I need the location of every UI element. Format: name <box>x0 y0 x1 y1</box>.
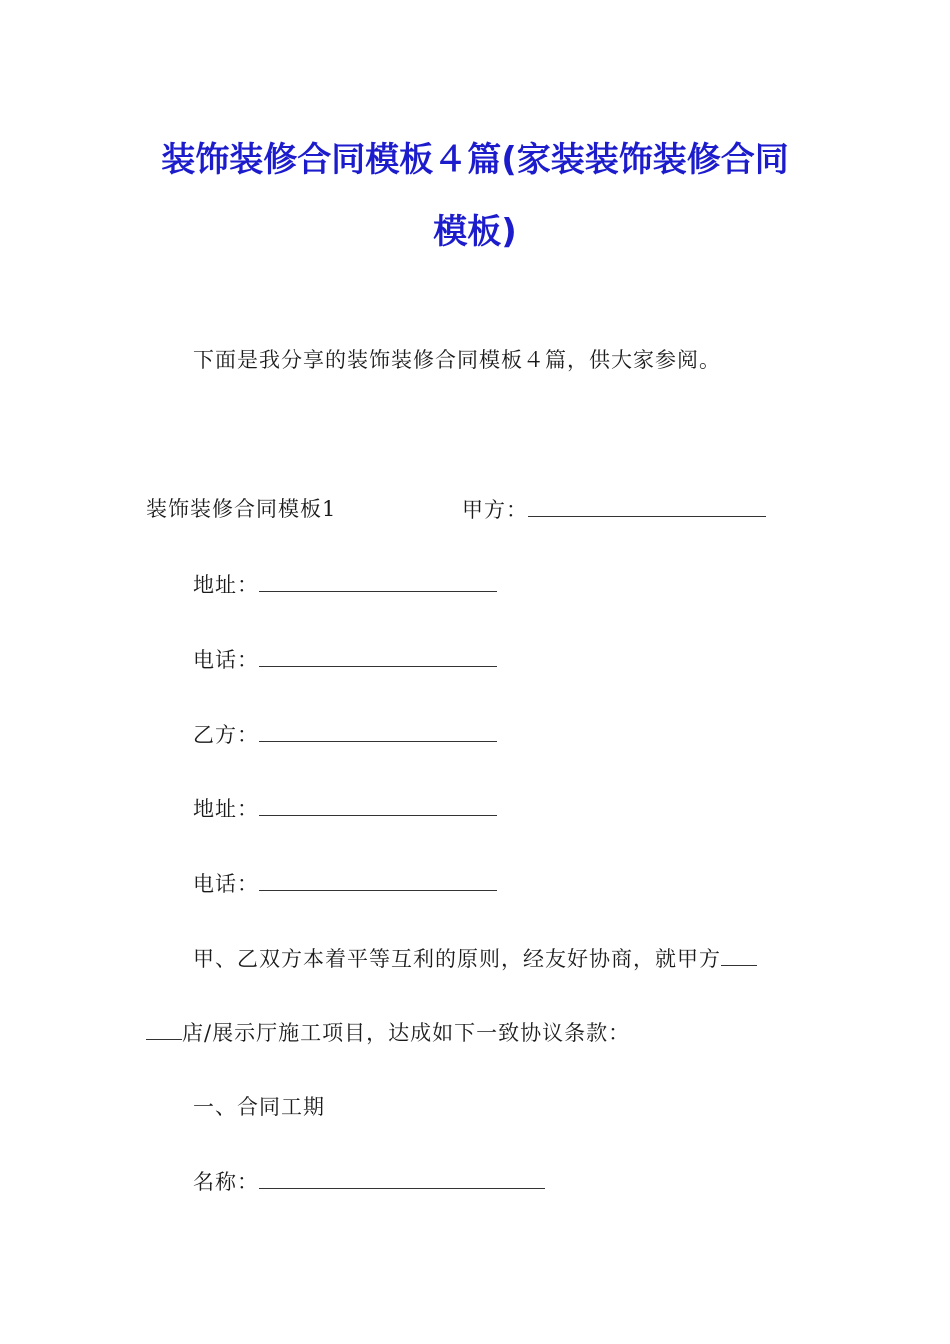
phone-b-label: 电话： <box>193 872 259 896</box>
name-label: 名称： <box>193 1170 259 1194</box>
party-a-label: 甲方： <box>462 498 528 522</box>
address-b-row <box>193 793 497 824</box>
name-row <box>193 1166 545 1197</box>
phone-a-blank <box>259 644 497 667</box>
document-title-line-2: 模板) <box>433 212 517 252</box>
intro-paragraph: 下面是我分享的装饰装修合同模板４篇，供大家参阅。 <box>193 348 721 372</box>
phone-a-label: 电话： <box>193 648 259 672</box>
party-b-label: 乙方： <box>193 723 259 747</box>
section-1-heading: 一、合同工期 <box>193 1095 325 1119</box>
agreement-paragraph-line-2 <box>146 1017 630 1048</box>
address-b-blank <box>259 793 497 816</box>
name-blank <box>259 1166 545 1189</box>
phone-b-blank <box>259 868 497 891</box>
template-heading: 装饰装修合同模板1 <box>146 497 337 521</box>
address-a-label: 地址： <box>193 573 259 597</box>
agreement-text-1: 甲、乙双方本着平等互利的原则，经友好协商，就甲方 <box>193 947 721 971</box>
phone-b-row <box>193 868 497 899</box>
address-b-label: 地址： <box>193 797 259 821</box>
party-a-row <box>462 494 766 525</box>
store-blank-start <box>721 943 757 966</box>
address-a-row <box>193 569 497 600</box>
store-blank-end <box>146 1017 182 1040</box>
agreement-paragraph-line-1 <box>193 943 757 974</box>
agreement-text-2: 店/展示厅施工项目，达成如下一致协议条款： <box>182 1021 631 1045</box>
party-b-blank <box>259 719 497 742</box>
address-a-blank <box>259 569 497 592</box>
document-title-line-1: 装饰装修合同模板４篇(家装装饰装修合同 <box>161 140 789 180</box>
phone-a-row <box>193 644 497 675</box>
party-b-row <box>193 719 497 750</box>
party-a-blank <box>528 494 766 517</box>
